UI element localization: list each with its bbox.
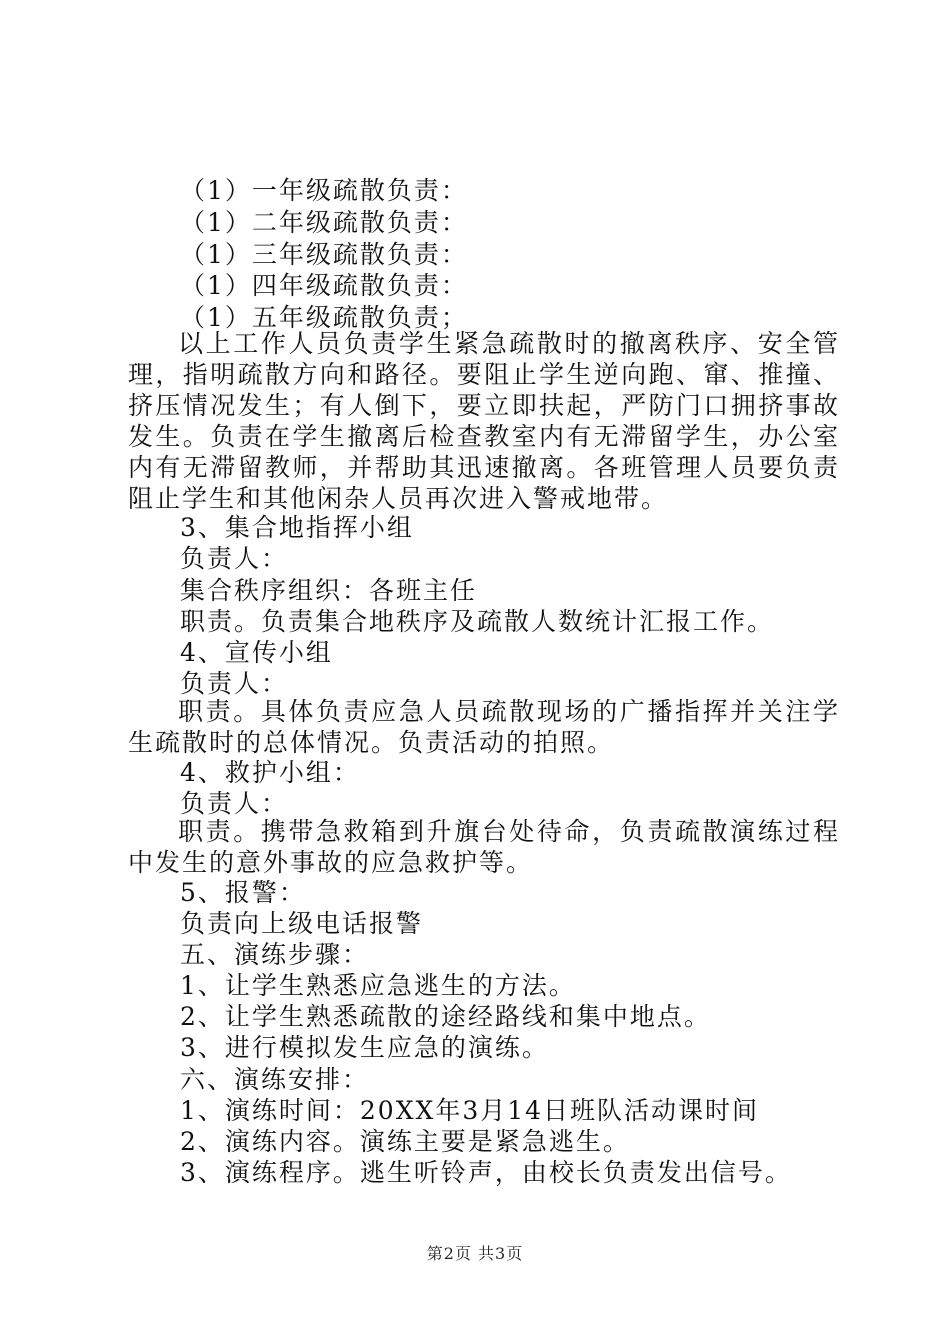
paragraph: 以上工作人员负责学生紧急疏散时的撤离秩序、安全管理，指明疏散方向和路径。要阻止学生逆向跑、窜、推撞、挤压情况发生；有人倒下，要立即扶起，严防门口拥挤事故发生。负责在学生撤离后检查教室内有无滞留学生，办公室内有无滞留教师，并帮助其迅速撤离。各班管理人员要负责阻止学生和其他闲杂人员再次进入警戒地带。	[128, 329, 840, 513]
section-heading: 4、宣传小组	[180, 638, 333, 667]
page-footer: 第2页 共3页	[426, 1244, 524, 1263]
text-line: 负责向上级电话报警	[180, 909, 424, 938]
list-item: 3、演练程序。逃生听铃声，由校长负责发出信号。	[180, 1158, 792, 1187]
text-line: 负责人：	[180, 789, 289, 818]
text-line: （1）三年级疏散负责：	[180, 240, 468, 269]
list-item: 1、让学生熟悉应急逃生的方法。	[180, 971, 576, 1000]
section-heading: 4、救护小组：	[180, 758, 360, 787]
text-line: 职责。负责集合地秩序及疏散人数统计汇报工作。	[180, 607, 775, 636]
list-item: 3、进行模拟发生应急的演练。	[180, 1033, 549, 1062]
text-line: （1）四年级疏散负责：	[180, 271, 468, 300]
section-heading: 5、报警：	[180, 878, 306, 907]
paragraph: 职责。携带急救箱到升旗台处待命，负责疏散演练过程中发生的意外事故的应急救护等。	[128, 817, 840, 877]
text-line: 负责人：	[180, 544, 289, 573]
text-line: （1）一年级疏散负责：	[180, 176, 468, 205]
list-item: 2、演练内容。演练主要是紧急逃生。	[180, 1127, 630, 1156]
text-line: 负责人：	[180, 669, 289, 698]
text-line: 集合秩序组织：各班主任	[180, 576, 478, 605]
paragraph: 职责。具体负责应急人员疏散现场的广播指挥并关注学生疏散时的总体情况。负责活动的拍照。	[128, 697, 840, 757]
list-item: 1、演练时间：20XX年3月14日班队活动课时间	[180, 1096, 760, 1125]
section-heading: 五、演练步骤：	[180, 940, 370, 969]
section-heading: 六、演练安排：	[180, 1065, 370, 1094]
text-line: （1）五年级疏散负责；	[180, 303, 468, 332]
text-line: （1）二年级疏散负责：	[180, 208, 468, 237]
section-heading: 3、集合地指挥小组	[180, 513, 414, 542]
list-item: 2、让学生熟悉疏散的途经路线和集中地点。	[180, 1002, 711, 1031]
